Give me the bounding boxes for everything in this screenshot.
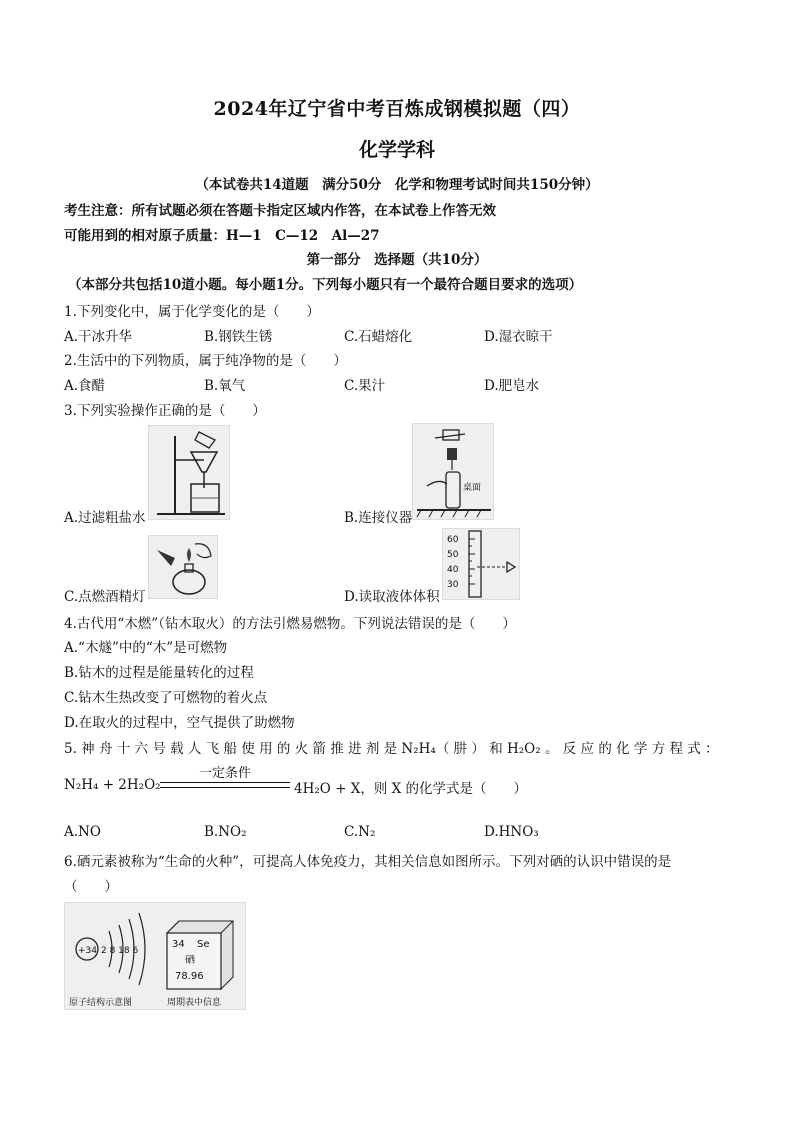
tick-50: 50: [447, 550, 459, 560]
equation-rhs: 4H₂O + X，则 X 的化学式是（ ）: [294, 781, 528, 797]
q3-option-b: B.连接仪器: [344, 510, 413, 526]
q4-option-d: D.在取火的过程中，空气提供了助燃物: [64, 715, 295, 731]
tick-60: 60: [447, 535, 459, 545]
filtration-figure: [148, 425, 230, 520]
q5-stem: 5. 神 舟 十 六 号 载 人 飞 船 使 用 的 火 箭 推 进 剂 是 N₂H₄（ 肼 ） 和 H₂O₂ 。 反 应 的 化 学 方 程 式 ：: [64, 741, 719, 757]
q4-option-a: A.“木燧”中的“木”是可燃物: [64, 640, 228, 656]
q4-stem: 4.古代用“木燃”（钻木取火）的方法引燃易燃物。下列说法错误的是（ ）: [64, 616, 516, 632]
atomic-number: 34: [172, 939, 185, 950]
atomic-mass: 78.96: [175, 971, 204, 982]
q5-option-a: A.NO: [64, 824, 101, 840]
alcohol-lamp-drawing: [149, 536, 217, 598]
exam-info: （本试卷共14道题 满分50分 化学和物理考试时间共150分钟）: [195, 177, 599, 193]
q3-option-c: C.点燃酒精灯: [64, 589, 146, 605]
q5-option-b: B.NO₂: [204, 824, 247, 840]
desk-label: 桌面: [463, 483, 482, 493]
q6-stem-continued: （ ）: [64, 879, 118, 895]
q4-option-b: B.钻木的过程是能量转化的过程: [64, 665, 254, 681]
q3-option-d: D.读取液体体积: [344, 589, 440, 605]
q2-stem: 2.生活中的下列物质，属于纯净物的是（ ）: [64, 353, 347, 369]
selenium-info-drawing: [65, 903, 245, 1009]
equation-lhs: N₂H₄ + 2H₂O₂: [64, 777, 161, 793]
read-volume-drawing: [443, 529, 519, 599]
q2-option-b: B.氧气: [204, 378, 246, 394]
q6-stem: 6.硒元素被称为“生命的火种”，可提高人体免疫力，其相关信息如图所示。下列对硒的认识中错误的是: [64, 854, 672, 870]
q1-option-a: A.干冰升华: [64, 329, 133, 345]
exam-title: 2024年辽宁省中考百炼成钢模拟题（四）: [213, 98, 581, 120]
q2-option-a: A.食醋: [64, 378, 106, 394]
q2-option-d: D.肥皂水: [484, 378, 540, 394]
exam-subject: 化学学科: [358, 139, 435, 161]
q1-stem: 1.下列变化中，属于化学变化的是（ ）: [64, 304, 320, 320]
q1-option-d: D.湿衣晾干: [484, 329, 553, 345]
connect-apparatus-drawing: [413, 424, 493, 519]
q3-option-a: A.过滤粗盐水: [64, 510, 146, 526]
q5-option-d: D.HNO₃: [484, 824, 539, 840]
equation-condition: 一定条件: [198, 766, 251, 781]
element-symbol: Se: [197, 939, 210, 950]
part1-title: 第一部分 选择题（共10分）: [306, 252, 488, 268]
q3-stem: 3.下列实验操作正确的是（ ）: [64, 403, 266, 419]
tick-40: 40: [447, 565, 459, 575]
q1-option-b: B.钢铁生锈: [204, 329, 273, 345]
selenium-info-figure: [64, 902, 246, 1010]
q5-option-c: C.N₂: [344, 824, 376, 840]
connect-apparatus-figure: [412, 423, 494, 520]
part1-instruction: （本部分共包括10道小题。每小题1分。下列每小题只有一个最符合题目要求的选项）: [68, 277, 583, 293]
atom-structure-caption: 原子结构示意图: [69, 998, 133, 1008]
nucleus-charge: +34: [78, 946, 97, 956]
exam-notice: 考生注意：所有试题必须在答题卡指定区域内作答，在本试卷上作答无效: [64, 203, 496, 219]
read-volume-figure: [442, 528, 520, 600]
q2-option-c: C.果汁: [344, 378, 386, 394]
q4-option-c: C.钻木生热改变了可燃物的着火点: [64, 690, 268, 706]
tick-30: 30: [447, 580, 459, 590]
alcohol-lamp-figure: [148, 535, 218, 599]
equation-equals-sign: [160, 782, 290, 788]
element-name: 硒: [185, 955, 195, 966]
q1-option-c: C.石蜡熔化: [344, 329, 413, 345]
atomic-mass-line: 可能用到的相对原子质量：H—1 C—12 Al—27: [64, 228, 380, 244]
electron-shells: 2 8 18 6: [101, 946, 139, 956]
filtration-drawing: [149, 426, 229, 519]
periodic-table-caption: 周期表中信息: [167, 998, 222, 1008]
